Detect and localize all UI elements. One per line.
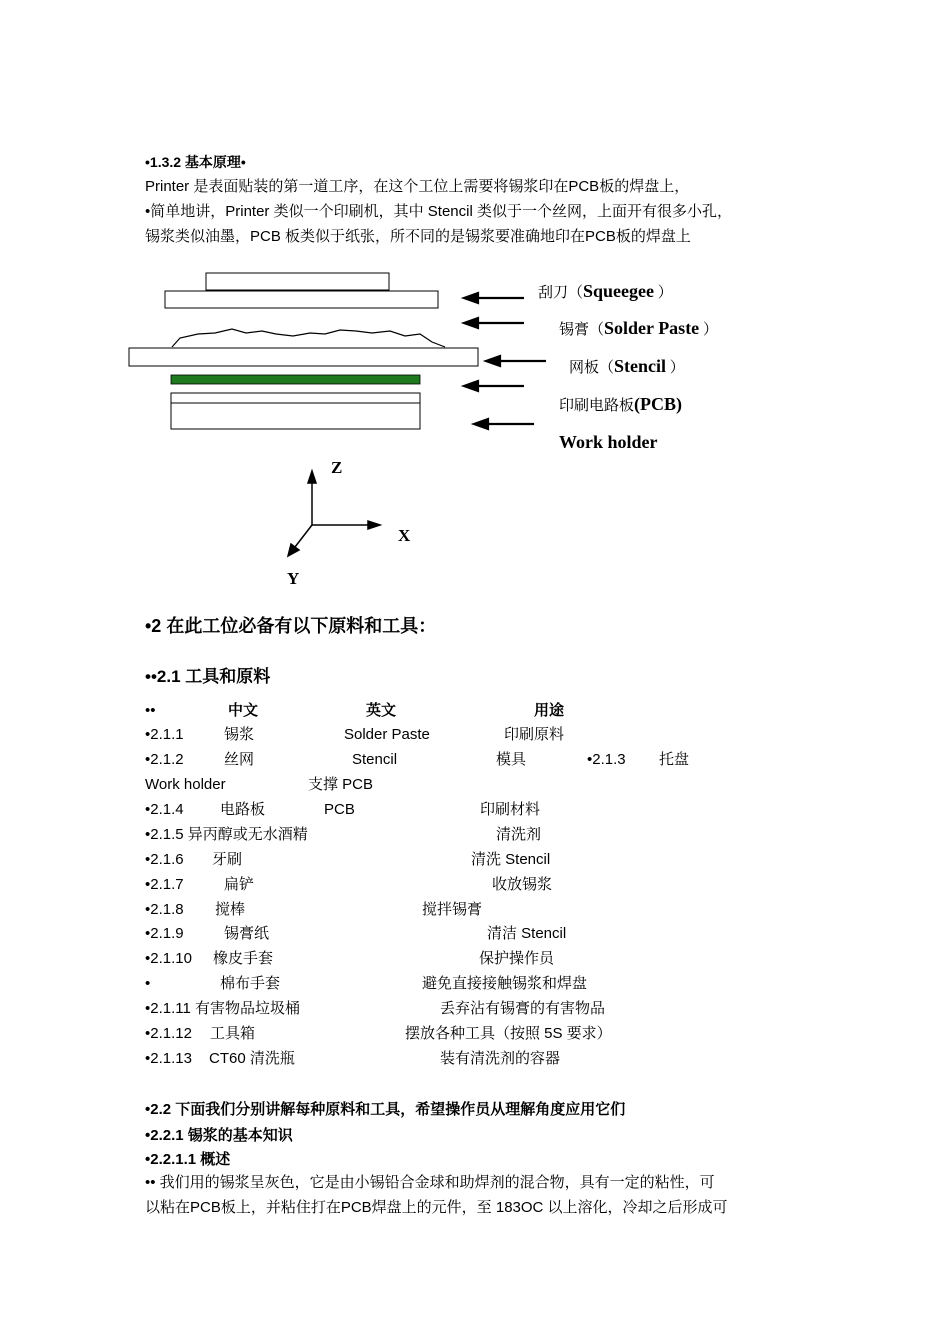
- row-number: •2.1.3: [587, 751, 626, 768]
- label-solder-paste: 锡膏（Solder Paste ）: [559, 318, 718, 338]
- row-use: 保护操作员: [479, 950, 555, 967]
- row-number: •2.1.8: [145, 901, 184, 918]
- row-cn: 托盘: [659, 751, 690, 768]
- section-heading-2-2: •2.2 下面我们分别讲解每种原料和工具，希望操作员从理解角度应用它们: [145, 1101, 626, 1118]
- row-cn: 工具箱: [210, 1025, 256, 1042]
- row-number: •: [145, 975, 151, 992]
- axis-label-x: X: [398, 526, 411, 545]
- row-cn: 丝网: [224, 751, 255, 768]
- table-header-use: 用途: [534, 702, 565, 719]
- paragraph-line: 锡浆类似油墨，PCB 板类似于纸张，所不同的是锡浆要准确地印在PCB板的焊盘上: [145, 228, 691, 245]
- printer-structure-diagram: [0, 0, 950, 600]
- pcb-board: [171, 375, 420, 384]
- row-use: 印刷材料: [480, 801, 541, 818]
- row-number: •2.1.12: [145, 1025, 192, 1042]
- row-number: •2.1.6: [145, 851, 184, 868]
- row-cn: 电路板: [220, 801, 266, 818]
- row-number: •2.1.10: [145, 950, 192, 967]
- row-cn: CT60 清洗瓶: [209, 1050, 295, 1067]
- squeegee-top-block: [206, 273, 389, 290]
- row-number: •2.1.2: [145, 751, 184, 768]
- section-heading-1-3-2: •1.3.2 基本原理•: [145, 154, 246, 170]
- row-number: •2.1.5 异丙醇或无水酒精: [145, 826, 308, 843]
- row-cn: 棉布手套: [220, 975, 281, 992]
- paragraph-line: Printer 是表面贴装的第一道工序，在这个工位上需要将锡浆印在PCB板的焊盘上，: [145, 178, 690, 195]
- row-use: 摆放各种工具（按照 5S 要求）: [405, 1025, 612, 1042]
- stencil-plate: [129, 348, 478, 366]
- axis-label-z: Z: [331, 458, 343, 477]
- row-number: Work holder: [145, 776, 226, 793]
- work-holder-block: [171, 393, 420, 429]
- row-number: •2.1.9: [145, 925, 184, 942]
- axis-x-arrow-icon: [312, 521, 380, 529]
- row-cn: 锡膏纸: [224, 925, 270, 942]
- paragraph-line: 以粘在PCB板上，并粘住打在PCB焊盘上的元件，至 183OC 以上溶化，冷却之后形成可: [145, 1199, 728, 1216]
- arrow-icon: [464, 293, 524, 303]
- row-en: PCB: [324, 801, 355, 818]
- row-cn: 锡浆: [224, 726, 255, 743]
- row-use: 收放锡浆: [492, 876, 553, 893]
- section-heading-2: •2 在此工位必备有以下原料和工具：: [145, 616, 437, 636]
- row-use: 丢弃沾有锡膏的有害物品: [440, 1000, 606, 1017]
- paragraph-line: •• 我们用的锡浆呈灰色，它是由小锡铅合金球和助焊剂的混合物，具有一定的粘性，可: [145, 1174, 715, 1191]
- section-heading-2-2-1: •2.2.1 锡浆的基本知识: [145, 1127, 293, 1144]
- row-cn: 搅棒: [215, 901, 246, 918]
- row-en: Solder Paste: [344, 726, 430, 743]
- axis-label-y: Y: [287, 569, 300, 588]
- row-cn: 牙刷: [212, 851, 243, 868]
- paragraph-line: •简单地讲，Printer 类似一个印刷机，其中 Stencil 类似于一个丝网，上面开有很多小孔，: [145, 203, 732, 220]
- arrow-icon: [464, 381, 524, 391]
- label-work-holder: Work holder: [559, 432, 658, 452]
- squeegee-blade: [165, 291, 438, 308]
- row-number: •2.1.11 有害物品垃圾桶: [145, 1000, 301, 1017]
- section-heading-2-2-1-1: •2.2.1.1 概述: [145, 1151, 231, 1168]
- table-header-cn: 中文: [228, 702, 259, 719]
- label-squeegee: 刮刀（Squeegee ）: [538, 281, 673, 301]
- row-use: 清洗剂: [496, 826, 542, 843]
- table-header-en: 英文: [366, 702, 397, 719]
- row-cn: 橡皮手套: [213, 950, 274, 967]
- row-number: •2.1.7: [145, 876, 184, 893]
- solder-paste-outline: [172, 329, 445, 347]
- row-use: 清洁 Stencil: [487, 925, 567, 942]
- arrow-icon: [464, 318, 524, 328]
- row-use: 模具: [496, 751, 527, 768]
- row-use: 搅拌锡膏: [422, 901, 483, 918]
- row-use: 装有清洗剂的容器: [440, 1050, 561, 1067]
- section-heading-2-1: ••2.1 工具和原料: [145, 667, 271, 686]
- label-stencil: 网板（Stencil ）: [569, 356, 685, 376]
- label-pcb: 印刷电路板(PCB): [559, 394, 683, 414]
- row-en: 支撑 PCB: [308, 776, 374, 793]
- row-number: •2.1.13: [145, 1050, 192, 1067]
- row-number: •2.1.4: [145, 801, 184, 818]
- row-number: •2.1.1: [145, 726, 184, 743]
- row-en: Stencil: [352, 751, 398, 768]
- table-header-bullet: ••: [145, 702, 156, 719]
- arrow-icon: [486, 356, 546, 366]
- row-use: 避免直接接触锡浆和焊盘: [422, 975, 588, 992]
- axis-z-arrow-icon: [308, 471, 316, 525]
- row-cn: 扁铲: [224, 876, 255, 893]
- row-use: 清洗 Stencil: [471, 851, 551, 868]
- axis-y-arrow-icon: [288, 525, 312, 556]
- arrow-icon: [474, 419, 534, 429]
- row-use: 印刷原料: [504, 726, 565, 743]
